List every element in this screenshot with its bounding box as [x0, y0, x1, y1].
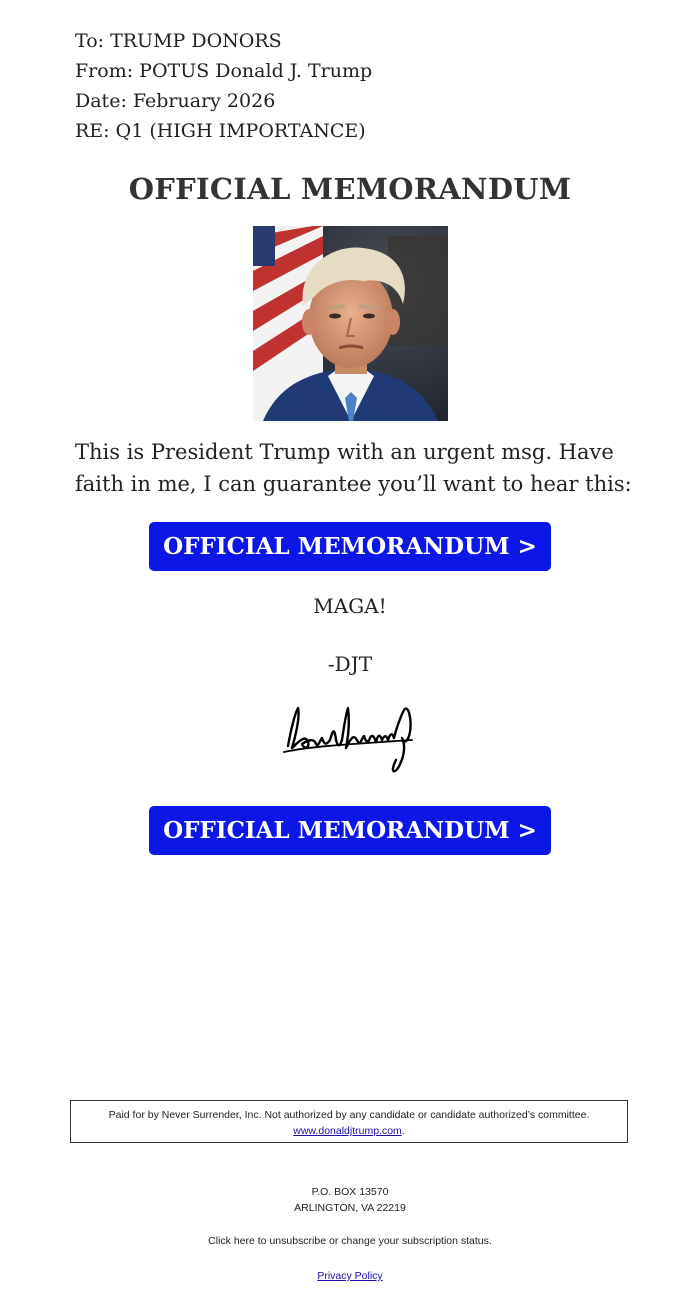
portrait-image	[253, 226, 448, 421]
city-address: ARLINGTON, VA 22219	[294, 1202, 406, 1214]
privacy-policy-link[interactable]: Privacy Policy	[317, 1270, 383, 1282]
signature-image	[282, 694, 422, 774]
portrait-illustration	[253, 226, 448, 421]
website-suffix: .	[401, 1125, 405, 1137]
memo-from: From: POTUS Donald J. Trump	[75, 60, 373, 82]
memo-date: Date: February 2026	[75, 90, 276, 112]
memo-to: To: TRUMP DONORS	[75, 30, 282, 52]
signoff-text: -DJT	[327, 652, 373, 676]
website-link[interactable]: www.donaldjtrump.com	[293, 1125, 402, 1137]
page-title: OFFICIAL MEMORANDUM	[128, 172, 572, 206]
closing-text: MAGA!	[313, 594, 387, 618]
official-memorandum-button[interactable]: OFFICIAL MEMORANDUM >	[149, 522, 551, 571]
memo-re: RE: Q1 (HIGH IMPORTANCE)	[75, 120, 366, 142]
po-box: P.O. BOX 13570	[311, 1186, 389, 1198]
paid-for-text: Paid for by Never Surrender, Inc. Not authorized by any candidate or candidate authorized’s committee.	[108, 1109, 590, 1121]
paid-for-disclaimer	[70, 1100, 628, 1143]
urgent-message: This is President Trump with an urgent msg. Have faith in me, I can guarantee you’ll want to hear this:	[75, 440, 632, 496]
website-line	[71, 1123, 627, 1139]
unsubscribe-link[interactable]: Click here to unsubscribe or change your subscription status.	[208, 1235, 492, 1247]
official-memorandum-button-secondary[interactable]: OFFICIAL MEMORANDUM >	[149, 806, 551, 855]
privacy-line	[0, 1270, 700, 1282]
memo-header	[75, 26, 372, 146]
